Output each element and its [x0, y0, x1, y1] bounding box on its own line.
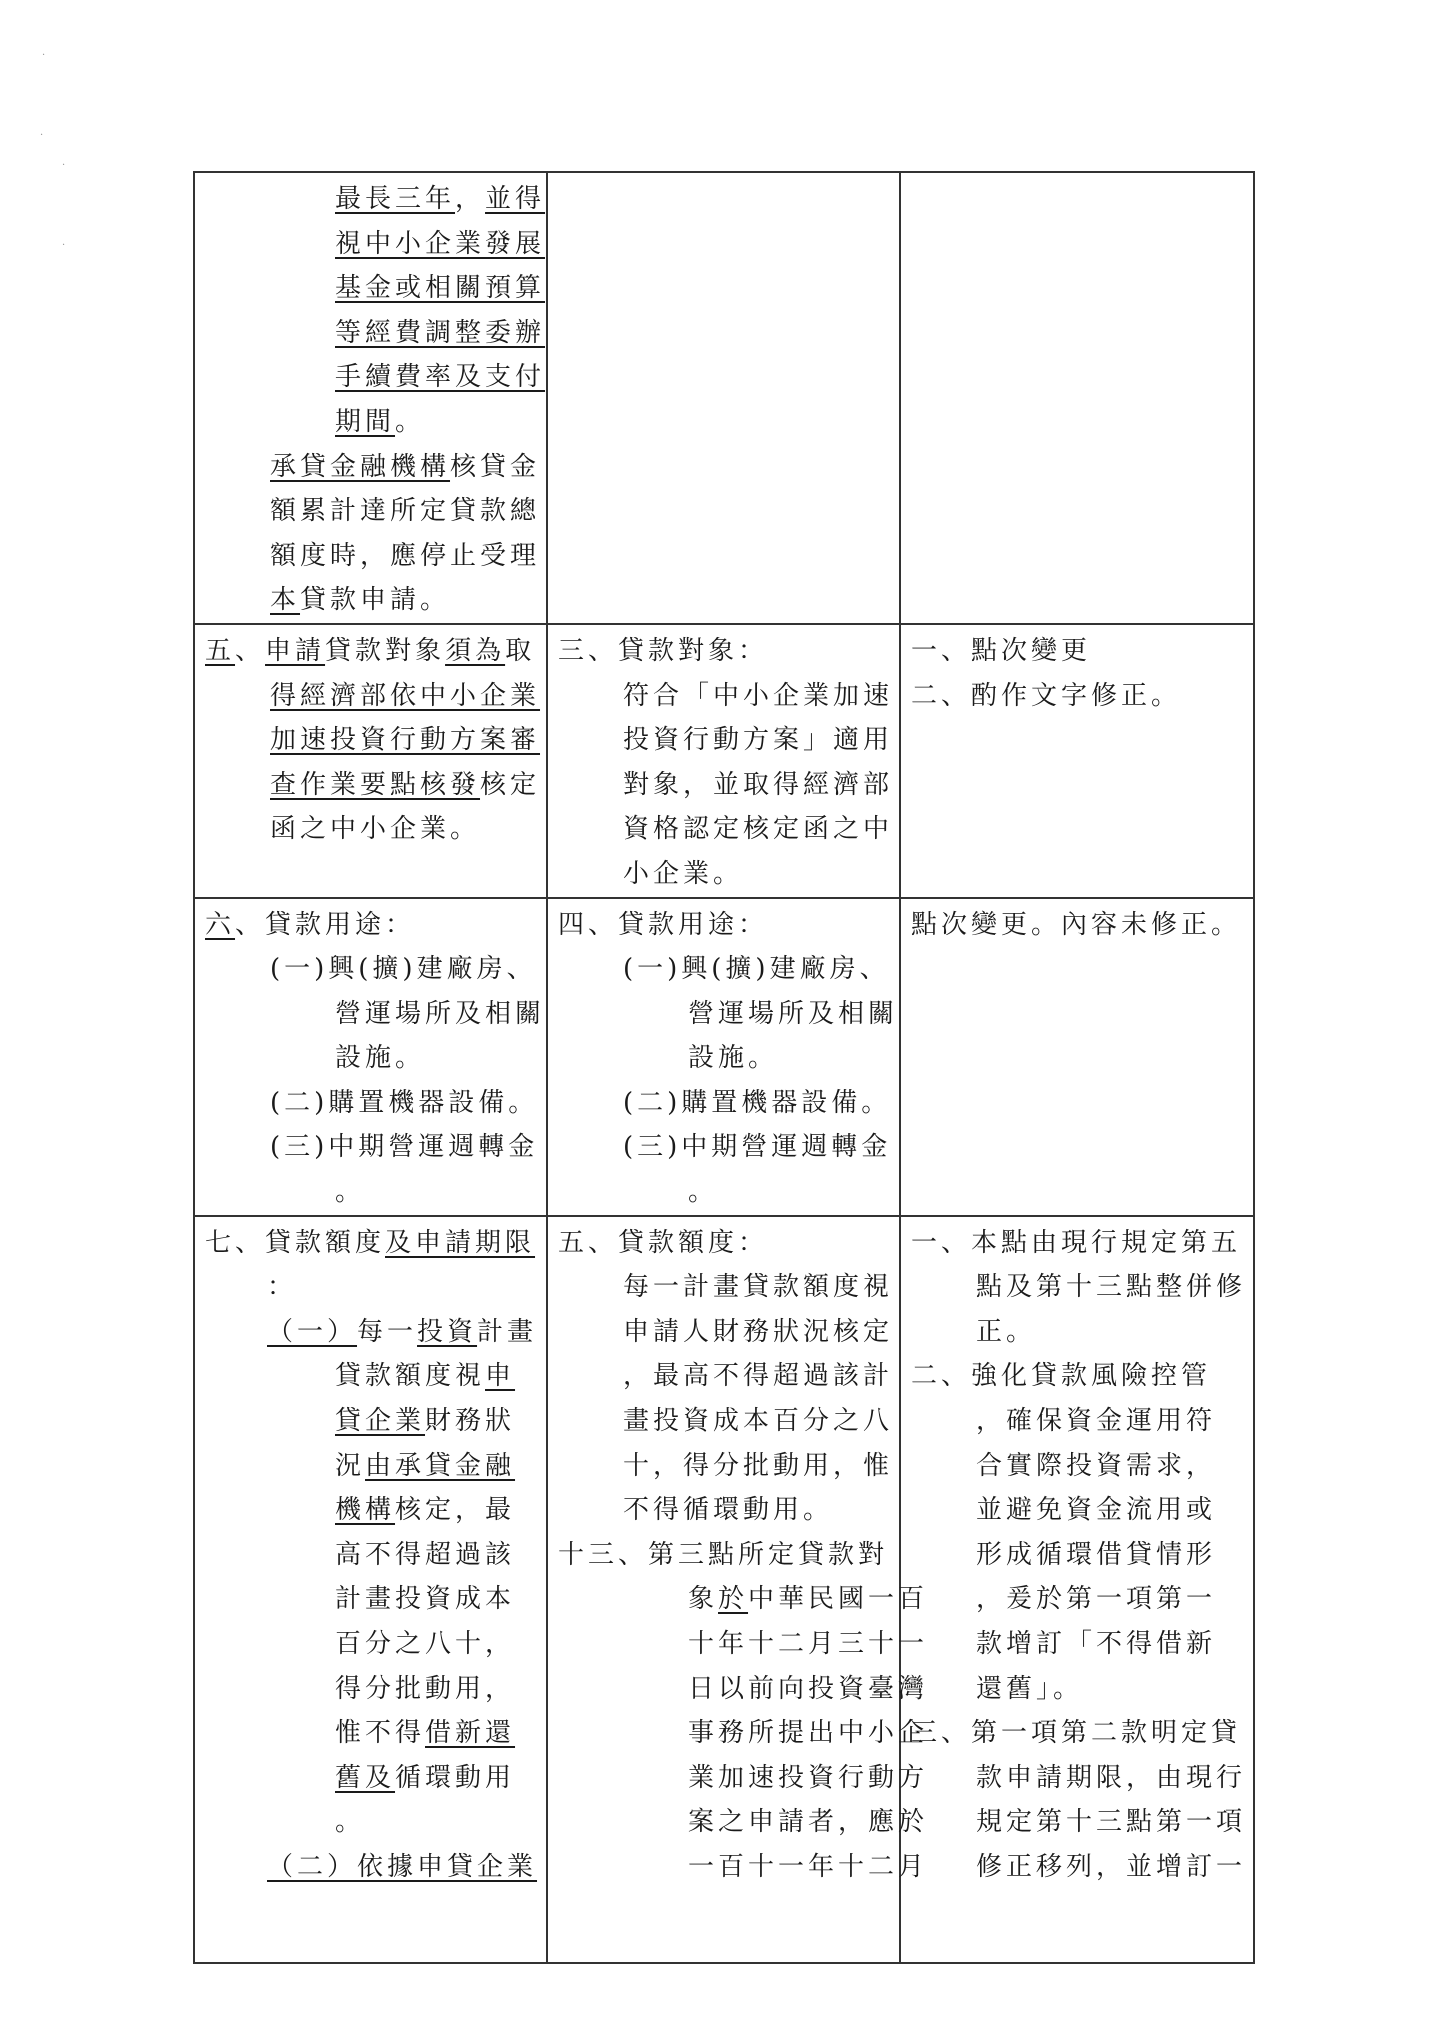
text-run: 得分批動用，	[335, 1673, 516, 1704]
text-line	[205, 266, 546, 311]
text-run: 象	[688, 1584, 719, 1615]
text-line	[911, 1265, 1245, 1310]
underlined-text: （一）	[267, 1316, 358, 1347]
underlined-text: 得經濟部依中小企業	[270, 680, 541, 711]
text-line	[205, 763, 541, 808]
text-run: ，最高不得超過該計	[623, 1361, 894, 1392]
underlined-text: 申	[485, 1361, 516, 1392]
amended-provision-cell	[194, 898, 547, 1216]
text-line	[205, 903, 538, 948]
text-run: 惟不得	[335, 1718, 426, 1749]
text-line	[911, 1533, 1245, 1578]
text-run: 投資行動方案」適用	[623, 725, 894, 756]
text-run: 設施。	[335, 1043, 426, 1074]
text-line	[205, 1265, 538, 1310]
text-run: 規定第十三點第一項	[976, 1807, 1247, 1838]
text-line	[205, 1488, 538, 1533]
text-line	[558, 807, 894, 852]
text-run: 取	[505, 635, 536, 666]
text-line	[911, 1577, 1245, 1622]
text-run: ，確保資金運用符	[976, 1406, 1217, 1437]
text-line	[558, 1221, 891, 1266]
text-line	[205, 1399, 538, 1444]
text-line	[205, 400, 538, 445]
text-line	[205, 578, 538, 623]
text-run: 還舊」。	[976, 1673, 1084, 1704]
scan-speck: ·	[62, 240, 66, 251]
text-line	[205, 1081, 538, 1126]
text-line	[558, 1577, 929, 1622]
underlined-text: 機構	[335, 1495, 396, 1526]
text-line	[911, 1800, 1245, 1845]
underlined-text: 期間	[335, 406, 396, 437]
text-line	[205, 1533, 538, 1578]
text-line	[558, 1488, 891, 1533]
text-line	[911, 903, 1245, 948]
text-line	[558, 1711, 929, 1756]
text-line	[558, 1399, 894, 1444]
text-line	[205, 222, 546, 267]
text-run: 五、貸款額度：	[558, 1227, 769, 1258]
text-line	[911, 1756, 1245, 1801]
text-line	[911, 629, 1245, 674]
text-line	[558, 852, 891, 897]
text-run: (二)購置機器設備。	[623, 1087, 892, 1118]
text-run: 一、本點由現行規定第五	[911, 1227, 1242, 1258]
amended-provision-cell	[194, 1216, 547, 1963]
text-run: 三、貸款對象：	[558, 635, 769, 666]
text-line	[911, 1488, 1245, 1533]
text-run: 每一	[357, 1316, 418, 1347]
text-line	[205, 1310, 538, 1355]
text-run: 業加速投資行動方	[688, 1762, 929, 1793]
text-line	[205, 1711, 538, 1756]
text-line	[205, 718, 541, 763]
text-run: ，爰於第一項第一	[976, 1584, 1217, 1615]
text-run: 額累計達所定貸款總	[270, 496, 541, 527]
scan-speck: ·	[62, 160, 66, 171]
text-line	[205, 992, 546, 1037]
text-run: 款申請期限，由現行	[976, 1762, 1247, 1793]
text-line	[558, 1845, 929, 1890]
text-run: 小企業。	[623, 858, 744, 889]
text-run: 每一計畫貸款額度視	[623, 1272, 894, 1303]
text-run: 營運場所及相關	[688, 998, 899, 1029]
text-line	[205, 311, 546, 356]
table-row	[194, 172, 1254, 624]
underlined-text: 本	[270, 585, 301, 616]
amended-provision-cell	[194, 624, 547, 898]
text-run: 中華民國一百	[748, 1584, 929, 1615]
text-run: 設施。	[688, 1043, 779, 1074]
underlined-text: 最長三年	[335, 184, 456, 214]
underlined-text: 由承貸金融	[365, 1450, 516, 1481]
text-run: 四、貸款用途：	[558, 909, 769, 940]
text-run: (二)購置機器設備。	[270, 1087, 539, 1118]
text-run: 、貸款用途：	[235, 909, 416, 940]
text-run: 畫投資成本百分之八	[623, 1406, 894, 1437]
comparison-table	[193, 171, 1255, 1964]
amended-provision-cell	[194, 172, 547, 624]
text-run: 、	[235, 635, 266, 666]
text-run: 貸款額度視	[335, 1361, 486, 1392]
text-run: 十三、第三點所定貸款對	[558, 1539, 889, 1570]
text-line	[558, 992, 899, 1037]
text-run: 正。	[976, 1316, 1037, 1347]
text-line	[911, 1399, 1245, 1444]
underlined-text: 借新還	[425, 1718, 516, 1749]
text-line	[205, 1800, 538, 1845]
text-line	[205, 1667, 538, 1712]
text-line	[205, 445, 541, 490]
text-line	[205, 1354, 538, 1399]
text-line	[558, 1800, 929, 1845]
text-line	[205, 674, 541, 719]
text-line	[911, 1711, 1245, 1756]
table-row	[194, 898, 1254, 1216]
text-line	[558, 1125, 891, 1170]
text-run: 核定	[480, 769, 541, 800]
text-run: 並避免資金流用或	[976, 1495, 1217, 1526]
underlined-text: 投資	[417, 1316, 478, 1347]
text-run: 點及第十三點整併修	[976, 1272, 1247, 1303]
text-run: (一)興(擴)建廠房、	[623, 954, 890, 985]
text-line	[558, 1265, 894, 1310]
text-run: 循環動用	[395, 1762, 516, 1793]
text-run: 一、點次變更	[911, 635, 1092, 666]
underlined-text: 並得	[485, 184, 546, 214]
text-run: (一)興(擴)建廠房、	[270, 954, 537, 985]
text-line	[558, 1756, 929, 1801]
text-line	[205, 947, 538, 992]
text-run: 高不得超過該	[335, 1539, 516, 1570]
text-line	[558, 718, 894, 763]
underlined-text: 及申請期限	[385, 1227, 536, 1258]
text-line	[205, 1577, 538, 1622]
text-run: 合實際投資需求，	[976, 1450, 1217, 1481]
underlined-text: 基金或相關預算	[335, 273, 546, 304]
text-run: 計畫	[477, 1316, 538, 1347]
text-run: 營運場所及相關	[335, 998, 546, 1029]
text-run: 核貸金	[450, 451, 541, 482]
text-line	[205, 534, 541, 579]
text-run: 符合「中小企業加速	[623, 680, 894, 711]
text-line	[205, 1622, 538, 1667]
text-line	[558, 947, 891, 992]
text-run: 款增訂「不得借新	[976, 1629, 1217, 1659]
current-provision-cell	[547, 898, 900, 1216]
underlined-text: 須為	[445, 635, 506, 666]
underlined-text: 於	[718, 1584, 749, 1615]
text-line	[558, 1444, 894, 1489]
text-line	[205, 489, 541, 534]
text-run: 修正移列，並增訂一	[976, 1851, 1247, 1882]
text-run: 。	[335, 1807, 366, 1838]
text-run: 一百十一年十二月	[688, 1851, 929, 1882]
current-provision-cell	[547, 172, 900, 624]
text-run: (三)中期營運週轉金	[623, 1132, 892, 1163]
text-run: 財務狀	[425, 1406, 516, 1437]
text-run: 二、強化貸款風險控管	[911, 1361, 1212, 1392]
underlined-text: 申請	[265, 635, 326, 666]
text-line	[205, 807, 538, 852]
text-run: 貸款對象	[325, 635, 446, 666]
text-run: 資格認定核定函之中	[623, 814, 894, 845]
underlined-text: 視中小企業發展	[335, 228, 546, 259]
text-run: 事務所提出中小企	[688, 1718, 929, 1749]
text-run: 況	[335, 1450, 366, 1481]
text-line	[911, 1845, 1245, 1890]
text-line	[558, 1533, 891, 1578]
underlined-text: （二）依據申貸企業	[267, 1851, 538, 1882]
text-run: 不得循環動用。	[623, 1495, 834, 1526]
text-run: 額度時，應停止受理	[270, 540, 541, 571]
underlined-text: 等經費調整委辦	[335, 317, 546, 348]
text-line	[558, 1622, 929, 1667]
explanation-cell	[900, 1216, 1254, 1963]
text-run: 十，得分批動用，惟	[623, 1450, 894, 1481]
text-line	[558, 763, 894, 808]
text-line	[205, 1221, 538, 1266]
text-run: (三)中期營運週轉金	[270, 1132, 539, 1163]
text-run: 二、酌作文字修正。	[911, 680, 1182, 711]
underlined-text: 貸企業	[335, 1406, 426, 1437]
explanation-cell	[900, 624, 1254, 898]
text-run: 計畫投資成本	[335, 1584, 516, 1615]
text-line	[911, 1354, 1245, 1399]
underlined-text: 承貸金融機構	[270, 451, 451, 482]
text-line	[911, 1310, 1245, 1355]
text-run: 貸款申請。	[300, 585, 451, 616]
text-line	[205, 177, 546, 222]
text-line	[911, 1221, 1245, 1266]
text-line	[205, 1125, 538, 1170]
text-line	[558, 1310, 894, 1355]
text-line	[205, 1036, 538, 1081]
text-line	[205, 1444, 538, 1489]
underlined-text: 五	[205, 635, 236, 666]
text-line	[558, 1081, 891, 1126]
text-run: 點次變更。內容未修正。	[911, 909, 1242, 940]
table-row	[194, 1216, 1254, 1963]
text-run: 函之中小企業。	[270, 814, 481, 845]
text-run: 日以前向投資臺灣	[688, 1673, 929, 1704]
text-run: 核定，最	[395, 1495, 516, 1526]
text-line	[205, 1756, 538, 1801]
scan-speck: ·	[42, 50, 46, 61]
explanation-cell	[900, 898, 1254, 1216]
text-line	[205, 629, 538, 674]
text-run: 。	[335, 1177, 366, 1208]
text-line	[558, 1667, 929, 1712]
text-line	[558, 1036, 891, 1081]
text-line	[558, 674, 894, 719]
explanation-cell	[900, 172, 1254, 624]
text-line	[558, 629, 891, 674]
text-line	[558, 1354, 894, 1399]
text-line	[911, 1667, 1245, 1712]
text-run: 案之申請者，應於	[688, 1807, 929, 1838]
underlined-text: 手續費率及支付	[335, 362, 546, 393]
text-run: 形成循環借貸情形	[976, 1539, 1217, 1570]
underlined-text: 六	[205, 909, 236, 940]
text-line	[205, 355, 546, 400]
text-line	[205, 1845, 538, 1890]
text-run: 十年十二月三十一	[688, 1629, 929, 1659]
current-provision-cell	[547, 1216, 929, 1963]
text-line	[558, 1170, 891, 1215]
underlined-text: 舊及	[335, 1762, 396, 1793]
text-run: 。	[688, 1177, 719, 1208]
text-line	[558, 903, 891, 948]
text-run: 申請人財務狀況核定	[623, 1316, 894, 1347]
underlined-text: 查作業要點核發	[270, 769, 481, 800]
underlined-text: 加速投資行動方案審	[270, 725, 541, 756]
text-line	[911, 1444, 1245, 1489]
text-line	[911, 1622, 1245, 1667]
text-run: 。	[395, 406, 426, 437]
scan-speck: ·	[40, 130, 44, 141]
text-run: 七、貸款額度	[205, 1227, 386, 1258]
text-run: 對象，並取得經濟部	[623, 769, 894, 800]
text-line	[205, 1170, 538, 1215]
text-run: ：	[267, 1272, 298, 1303]
text-run: 三、第一項第二款明定貸	[911, 1718, 1242, 1749]
text-run: 百分之八十，	[335, 1629, 516, 1659]
text-line	[911, 674, 1245, 719]
current-provision-cell	[547, 624, 900, 898]
table-row	[194, 624, 1254, 898]
text-run: ，	[455, 184, 486, 214]
